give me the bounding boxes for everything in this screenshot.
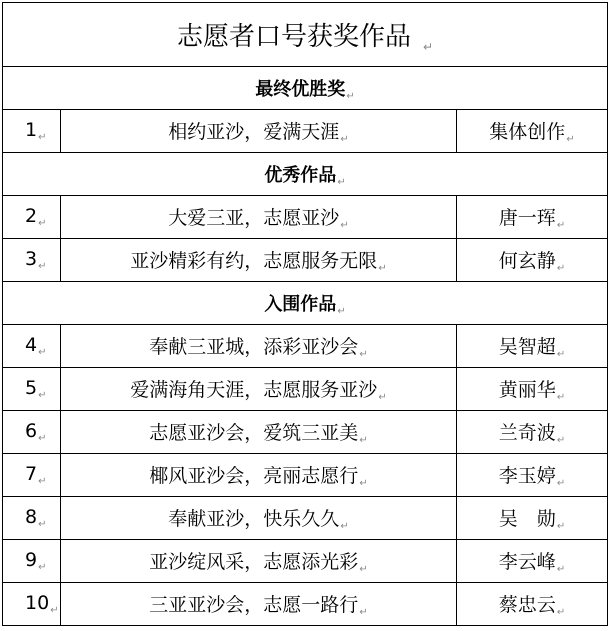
section-heading bbox=[3, 67, 608, 110]
slogan-cell: 奉献亚沙，快乐久久↵ bbox=[61, 497, 457, 540]
paragraph-mark-icon: ↵ bbox=[378, 392, 387, 403]
paragraph-mark-icon: ↵ bbox=[556, 263, 566, 274]
paragraph-mark-icon: ↵ bbox=[38, 347, 47, 358]
award-table bbox=[2, 2, 608, 626]
paragraph-mark-icon: ↵ bbox=[378, 263, 387, 274]
row-number: 5↵ bbox=[3, 368, 61, 411]
paragraph-mark-icon: ↵ bbox=[340, 134, 349, 145]
paragraph-mark-icon: ↵ bbox=[38, 132, 47, 143]
row-number: 10↵ bbox=[3, 583, 61, 626]
author-cell: 李玉婷↵ bbox=[457, 454, 608, 497]
paragraph-mark-icon: ↵ bbox=[340, 220, 349, 231]
table-row bbox=[3, 368, 608, 411]
author-cell: 集体创作↵ bbox=[457, 110, 608, 153]
paragraph-mark-icon: ↵ bbox=[556, 392, 566, 403]
paragraph-mark-icon: ↵ bbox=[38, 390, 47, 401]
paragraph-mark-icon: ↵ bbox=[337, 305, 346, 317]
paragraph-mark-icon: ↵ bbox=[422, 39, 434, 54]
author-cell: 兰奇波↵ bbox=[457, 411, 608, 454]
paragraph-mark-icon: ↵ bbox=[38, 261, 47, 272]
table-row bbox=[3, 196, 608, 239]
title-cell bbox=[3, 3, 608, 67]
section-heading bbox=[3, 282, 608, 325]
paragraph-mark-icon: ↵ bbox=[556, 349, 566, 360]
table-row bbox=[3, 110, 608, 153]
author-cell: 李云峰↵ bbox=[457, 540, 608, 583]
author-cell: 吴 勋↵ bbox=[457, 497, 608, 540]
paragraph-mark-icon: ↵ bbox=[38, 562, 47, 573]
slogan-cell: 爱满海角天涯，志愿服务亚沙↵ bbox=[61, 368, 457, 411]
table-row bbox=[3, 497, 608, 540]
table-row bbox=[3, 411, 608, 454]
author-cell: 唐一珲↵ bbox=[457, 196, 608, 239]
section-heading-text: 优秀作品 bbox=[264, 164, 337, 186]
slogan-cell: 奉献三亚城，添彩亚沙会↵ bbox=[61, 325, 457, 368]
paragraph-mark-icon: ↵ bbox=[566, 134, 575, 145]
paragraph-mark-icon: ↵ bbox=[556, 220, 566, 231]
table-row bbox=[3, 540, 608, 583]
section-heading-row bbox=[3, 282, 608, 325]
section-heading-row bbox=[3, 67, 608, 110]
paragraph-mark-icon: ↵ bbox=[359, 564, 368, 575]
slogan-cell: 大爱三亚，志愿亚沙↵ bbox=[61, 196, 457, 239]
paragraph-mark-icon: ↵ bbox=[359, 349, 368, 360]
slogan-cell: 椰风亚沙会，亮丽志愿行↵ bbox=[61, 454, 457, 497]
slogan-cell: 亚沙绽风采，志愿添光彩↵ bbox=[61, 540, 457, 583]
row-number: 2↵ bbox=[3, 196, 61, 239]
paragraph-mark-icon: ↵ bbox=[359, 478, 368, 489]
table-row bbox=[3, 583, 608, 626]
slogan-cell: 志愿亚沙会，爱筑三亚美↵ bbox=[61, 411, 457, 454]
paragraph-mark-icon: ↵ bbox=[556, 435, 566, 446]
row-number: 8↵ bbox=[3, 497, 61, 540]
section-heading-row bbox=[3, 153, 608, 196]
row-number: 4↵ bbox=[3, 325, 61, 368]
slogan-cell: 亚沙精彩有约，志愿服务无限↵ bbox=[61, 239, 457, 282]
title-row bbox=[3, 3, 608, 67]
paragraph-mark-icon: ↵ bbox=[556, 521, 566, 532]
section-heading bbox=[3, 153, 608, 196]
paragraph-mark-icon: ↵ bbox=[359, 435, 368, 446]
paragraph-mark-icon: ↵ bbox=[556, 607, 566, 618]
paragraph-mark-icon: ↵ bbox=[38, 519, 47, 530]
slogan-cell: 三亚亚沙会，志愿一路行↵ bbox=[61, 583, 457, 626]
section-heading-text: 入围作品 bbox=[264, 293, 337, 315]
author-cell: 何玄静↵ bbox=[457, 239, 608, 282]
row-number: 9↵ bbox=[3, 540, 61, 583]
paragraph-mark-icon: ↵ bbox=[340, 521, 349, 532]
table-row bbox=[3, 325, 608, 368]
document-title: 志愿者口号获奖作品 bbox=[176, 21, 411, 52]
paragraph-mark-icon: ↵ bbox=[50, 605, 59, 616]
paragraph-mark-icon: ↵ bbox=[38, 433, 47, 444]
paragraph-mark-icon: ↵ bbox=[556, 478, 566, 489]
table-row bbox=[3, 454, 608, 497]
row-number: 1↵ bbox=[3, 110, 61, 153]
paragraph-mark-icon: ↵ bbox=[337, 176, 346, 188]
table-row bbox=[3, 239, 608, 282]
slogan-cell: 相约亚沙，爱满天涯↵ bbox=[61, 110, 457, 153]
paragraph-mark-icon: ↵ bbox=[556, 564, 566, 575]
row-number: 7↵ bbox=[3, 454, 61, 497]
paragraph-mark-icon: ↵ bbox=[38, 218, 47, 229]
author-cell: 黄丽华↵ bbox=[457, 368, 608, 411]
paragraph-mark-icon: ↵ bbox=[359, 607, 368, 618]
paragraph-mark-icon: ↵ bbox=[38, 476, 47, 487]
section-heading-text: 最终优胜奖 bbox=[255, 78, 346, 100]
author-cell: 吴智超↵ bbox=[457, 325, 608, 368]
row-number: 6↵ bbox=[3, 411, 61, 454]
paragraph-mark-icon: ↵ bbox=[346, 90, 355, 102]
author-cell: 蔡忠云↵ bbox=[457, 583, 608, 626]
row-number: 3↵ bbox=[3, 239, 61, 282]
